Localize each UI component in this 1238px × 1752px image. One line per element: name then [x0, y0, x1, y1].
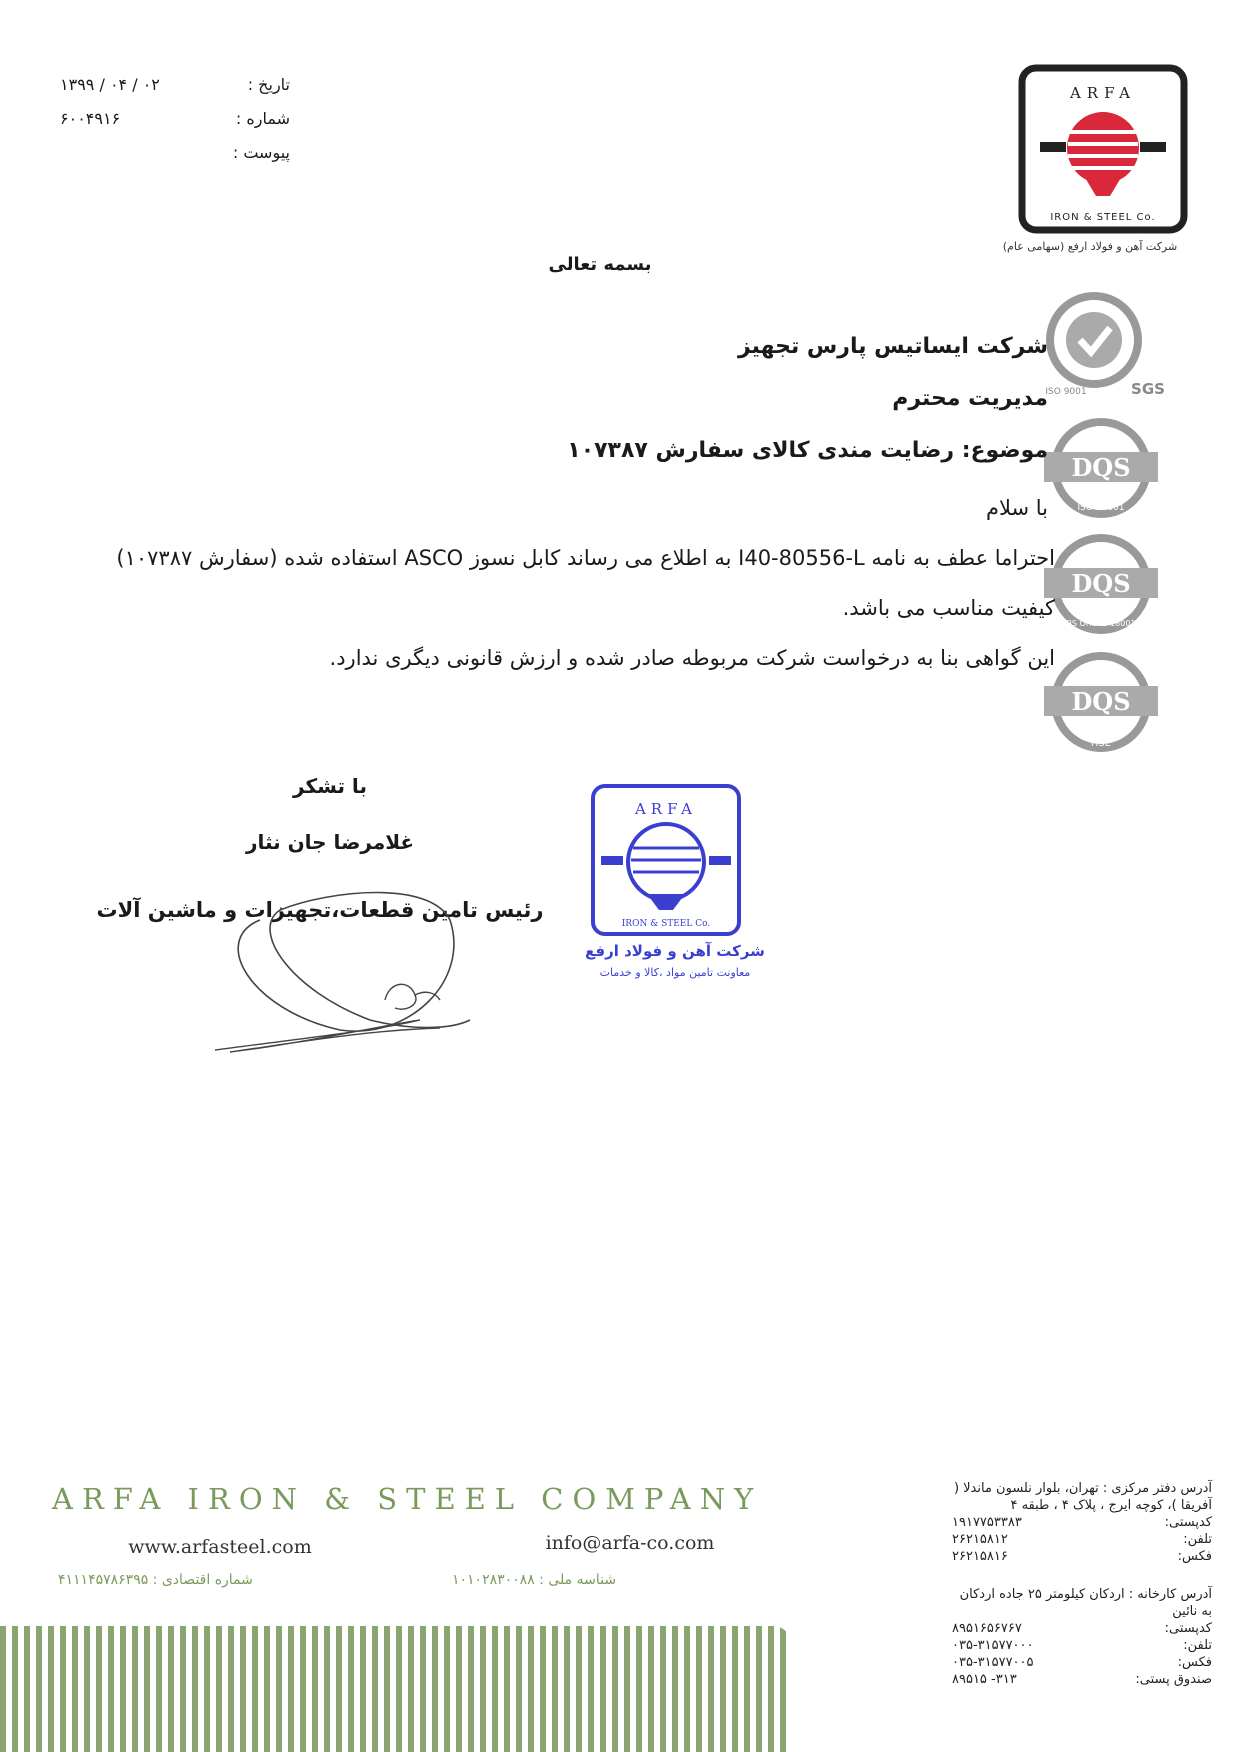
stamp-top-text: ARFA: [634, 800, 698, 818]
number-row: [60, 102, 290, 136]
handwritten-signature: [210, 880, 490, 1060]
factory-phone-row: [952, 1637, 1212, 1654]
arfa-logo: [1018, 64, 1188, 234]
website: www.arfasteel.com: [128, 1536, 312, 1558]
factory-address: آدرس کارخانه : اردکان کیلومتر ۲۵ جاده اردکان به نائین: [959, 1587, 1212, 1619]
date-row: [60, 68, 290, 102]
logo-top-text: ARFA: [1069, 84, 1137, 102]
economic-id: شماره اقتصادی : ۴۱۱۱۴۵۷۸۶۳۹۵: [58, 1572, 253, 1588]
body-line-2: کیفیت مناسب می باشد.: [842, 596, 1055, 620]
number-value: ۶۰۰۴۹۱۶: [60, 109, 121, 128]
letter-meta: [60, 68, 290, 170]
factory-fax: ۰۳۵-۳۱۵۷۷۰۰۵: [952, 1655, 1034, 1670]
signer-title: رئیس تامین قطعات،تجهیزات و ماشین آلات: [96, 898, 544, 922]
attachment-label: پیوست :: [232, 143, 290, 162]
dqs-hse-badge: [1036, 650, 1166, 760]
stamp-bottom-text: IRON & STEEL Co.: [621, 919, 711, 929]
office-fax-row: [952, 1548, 1212, 1565]
closing-thanks: با تشکر: [293, 774, 367, 798]
dqs-badge-name-2: DQS: [1071, 569, 1131, 598]
factory-phone: ۰۳۵-۳۱۵۷۷۰۰۰: [952, 1638, 1034, 1653]
dqs-iso14001-badge: [1036, 416, 1166, 526]
factory-postal: ۸۹۵۱۶۵۶۷۶۷: [952, 1621, 1022, 1636]
sgs-badge-label: ISO 9001: [1045, 387, 1087, 397]
dqs-ohsas-badge: [1036, 532, 1166, 642]
company-name-en: ARFA IRON & STEEL COMPANY: [52, 1482, 763, 1516]
factory-fax-row: [952, 1654, 1212, 1671]
office-phone: ۲۶۲۱۵۸۱۲: [952, 1532, 1008, 1547]
body-line-3: این گواهی بنا به درخواست شرکت مربوطه صادر شده و ارزش قانونی دیگری ندارد.: [329, 646, 1055, 670]
office-fax: ۲۶۲۱۵۸۱۶: [952, 1549, 1008, 1564]
logo-bottom-text: IRON & STEEL Co.: [1050, 212, 1156, 223]
subject-line: موضوع: رضایت مندی کالای سفارش ۱۰۷۳۸۷: [567, 438, 1048, 463]
national-id: شناسه ملی : ۱۰۱۰۲۸۳۰۰۸۸: [452, 1572, 617, 1588]
number-label: شماره :: [235, 109, 290, 128]
dqs-badge-label-3: HSE: [1090, 738, 1112, 749]
attachment-row: [60, 136, 290, 170]
dqs-badge-name-1: DQS: [1071, 453, 1131, 482]
greeting: با سلام: [985, 496, 1048, 520]
office-fax-label: فکس:: [1177, 1549, 1212, 1564]
salutation-manager: مدیریت محترم: [892, 386, 1048, 411]
logo-caption: شرکت آهن و فولاد ارفع (سهامی عام): [1002, 240, 1178, 253]
office-postal-row: [952, 1514, 1212, 1531]
factory-pobox-label: صندوق پستی:: [1135, 1672, 1212, 1687]
dqs-badge-name-3: DQS: [1071, 687, 1131, 716]
factory-postal-label: کدپستی:: [1164, 1621, 1212, 1636]
bismillah: بسمه تعالی: [548, 254, 652, 275]
office-postal-label: کدپستی:: [1164, 1515, 1212, 1530]
office-postal: ۱۹۱۷۷۵۳۳۸۳: [952, 1515, 1022, 1530]
date-value: ۱۳۹۹ / ۰۴ / ۰۲: [60, 75, 160, 94]
recipient: شرکت ایساتیس پارس تجهیز: [737, 334, 1048, 359]
factory-pobox-row: [952, 1671, 1212, 1688]
signer-name: غلامرضا جان نثار: [245, 830, 415, 854]
company-stamp: [575, 782, 775, 982]
sgs-badge-name: SGS: [1131, 380, 1165, 398]
footer-stripes: [0, 1626, 790, 1752]
dqs-badge-label-1: ISO 14001: [1077, 503, 1125, 513]
factory-address-block: [952, 1586, 1212, 1688]
dqs-badge-label-2: BS OHSAS 18001: [1066, 619, 1136, 628]
date-label: تاریخ :: [247, 75, 290, 94]
stamp-line-1: شرکت آهن و فولاد ارفع: [585, 942, 765, 960]
factory-pobox: ۸۹۵۱۵ -۳۱۳: [952, 1672, 1017, 1687]
email: info@arfa-co.com: [545, 1532, 715, 1554]
office-address: آدرس دفتر مرکزی : تهران، بلوار نلسون ماندلا ( آفریقا )، کوچه ایرج ، پلاک ۴ ، طبقه ۴: [953, 1481, 1212, 1513]
stamp-line-2: معاونت تامین مواد ،کالا و خدمات: [599, 966, 751, 979]
office-phone-label: تلفن:: [1183, 1532, 1212, 1547]
factory-fax-label: فکس:: [1177, 1655, 1212, 1670]
body-line-1: احتراما عطف به نامه I40-80556-L به اطلاع می رساند کابل نسوز ASCO استفاده شده (سفارش ۱۰۷۳۸۷): [116, 546, 1055, 570]
sgs-iso9001-badge: [1036, 290, 1166, 400]
office-phone-row: [952, 1531, 1212, 1548]
factory-phone-label: تلفن:: [1183, 1638, 1212, 1653]
factory-postal-row: [952, 1620, 1212, 1637]
office-address-block: [952, 1480, 1212, 1565]
